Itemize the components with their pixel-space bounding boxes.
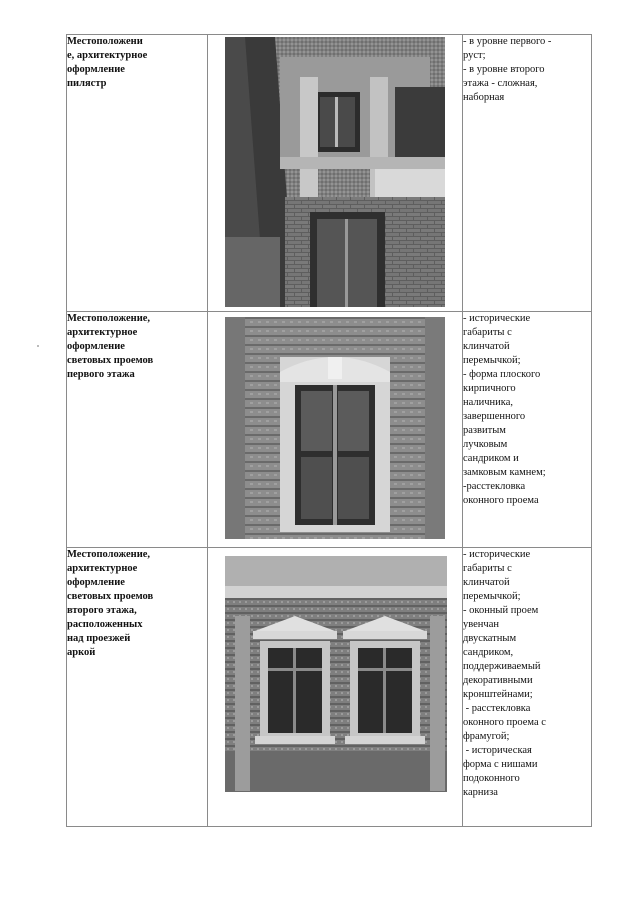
scan-speck — [37, 345, 39, 347]
table-row — [67, 312, 592, 548]
photo-cell — [208, 35, 463, 312]
element-label-cell: Местоположени е, архитектурное оформление пилястр — [67, 35, 208, 312]
photo-cell — [208, 312, 463, 548]
element-label-cell: Местоположение, архитектурное оформление световых проемов второго этажа, расположенных над проезжей аркой — [67, 548, 208, 827]
element-label-cell: Местоположение, архитектурное оформление световых проемов первого этажа — [67, 312, 208, 548]
table-row — [67, 35, 592, 312]
table-row — [67, 548, 592, 827]
description-cell: - исторические габариты с клинчатой перемычкой; - оконный проем увенчан двускатным сандриком, поддерживаемый декоративными кронштейнами; - расстекловка оконного проема с фрамугой; - историческая форма с нишами подоконного карниза — [463, 548, 592, 827]
photo-cell — [208, 548, 463, 827]
second-floor-windows-photo — [225, 556, 447, 792]
ground-floor-window-photo — [225, 317, 445, 539]
description-cell: - исторические габариты с клинчатой перемычкой; - форма плоского кирпичного наличника, завершенного развитым лучковым сандриком и замковым камнем; -расстекловка оконного проема — [463, 312, 592, 548]
heritage-elements-table — [66, 34, 592, 827]
facade-pilasters-photo — [225, 37, 445, 307]
description-cell: - в уровне первого - руст; - в уровне второго этажа - сложная, наборная — [463, 35, 592, 312]
